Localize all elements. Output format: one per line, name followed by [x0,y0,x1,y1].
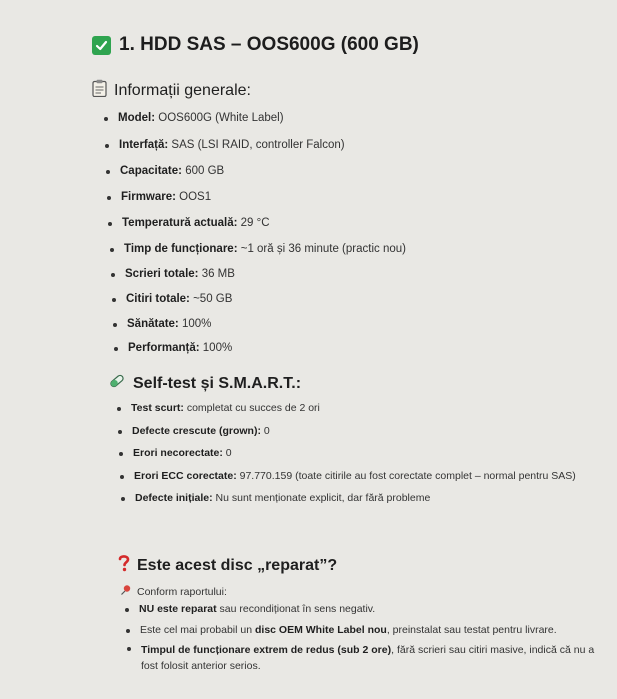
smart-heading [108,373,301,394]
list-item: Defecte inițiale: Nu sunt menționate explicit, dar fără probleme [135,492,430,504]
list-item: Capacitate: 600 GB [120,165,224,177]
test-tube-icon [108,373,126,394]
report-note [120,584,227,599]
check-mark-icon [92,36,111,55]
list-item: Erori necorectate: 0 [133,447,232,459]
page-title [92,34,419,56]
repaired-heading [118,554,337,577]
list-item: Sănătate: 100% [127,318,211,330]
list-item: Scrieri totale: 36 MB [125,268,235,280]
list-item: Test scurt: completat cu succes de 2 ori [131,402,320,414]
list-item: Firmware: OOS1 [121,191,211,203]
list-item: Citiri totale: ~50 GB [126,293,232,305]
clipboard-icon [92,79,107,102]
list-item: Performanță: 100% [128,342,232,354]
list-item: Timpul de funcționare extrem de redus (sub 2 ore), fără scrieri sau citiri masive, indică că nu a fost folosit anterior serios. [141,642,603,674]
list-item: NU este reparat sau recondiționat în sens negativ. [139,603,375,615]
pushpin-icon [120,584,132,599]
list-item: Model: OOS600G (White Label) [118,112,284,124]
page-title-text: 1. HDD SAS – OOS600G (600 GB) [119,34,419,55]
list-item: Timp de funcționare: ~1 oră și 36 minute (practic nou) [124,243,406,255]
repaired-heading-text: Este acest disc „reparat”? [137,556,338,574]
smart-heading-text: Self-test și S.M.A.R.T.: [133,374,302,392]
list-item: Temperatură actuală: 29 °C [122,217,270,229]
question-mark-icon [118,554,130,577]
list-item: Este cel mai probabil un disc OEM White Label nou, preinstalat sau testat pentru livrare. [140,624,557,636]
general-heading [92,79,251,102]
general-heading-text: Informații generale: [114,81,251,99]
list-item: Defecte crescute (grown): 0 [132,425,270,437]
list-item: Interfață: SAS (LSI RAID, controller Falcon) [119,139,345,151]
list-item: Erori ECC corectate: 97.770.159 (toate citirile au fost corectate complet – normal pentru SAS) [134,470,576,482]
report-note-text: Conform raportului: [137,585,227,598]
